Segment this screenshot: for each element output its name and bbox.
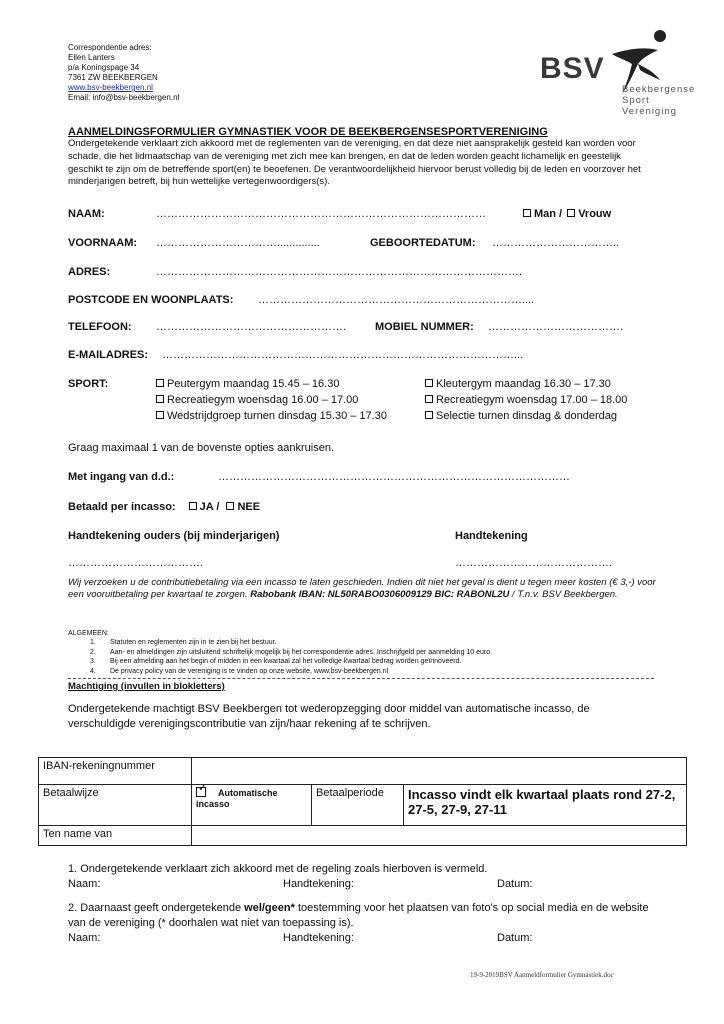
own-signature-field[interactable]: ……………………………………. <box>455 557 613 569</box>
vrouw-checkbox[interactable] <box>567 209 575 217</box>
voornaam-field[interactable]: …………………………….............. <box>156 237 320 249</box>
own-signature-label: Handtekening <box>455 530 528 542</box>
bank-details-table <box>38 757 687 846</box>
nee-label: NEE <box>237 501 261 513</box>
parents-signature-label: Handtekening ouders (bij minderjarigen) <box>68 530 280 542</box>
ingang-field[interactable]: …………………………………………………………………………………… <box>218 471 570 483</box>
checkbox-icon[interactable] <box>156 411 164 419</box>
betaalperiode-value: Incasso vindt elk kwartaal plaats rond 27-2, 27-5, 27-9, 27-11 <box>404 785 687 826</box>
sport-option-5[interactable]: Wedstrijdgroep turnen dinsdag 15.30 – 17.30 <box>156 409 387 423</box>
incasso-row <box>68 500 260 514</box>
algemeen-item: 4. De privacy policy van de vereniging is te vinden op onze website, www.bsv-beekbergen.nl <box>90 667 389 675</box>
document-footer: 19-9-2019BSV Aanmeldformulier Gymnastiek.doc <box>470 971 614 979</box>
email-address[interactable]: Email: info@bsv-beekbergen.nl <box>68 93 180 102</box>
checkbox-icon[interactable] <box>156 379 164 387</box>
statement-one: 1. Ondergetekende verklaart zich akkoord met de regeling zoals hierboven is vermeld. <box>68 863 488 875</box>
betaalperiode-label: Betaalperiode <box>312 785 404 826</box>
mobiel-field[interactable]: ………………………………. <box>488 321 624 333</box>
iban-label: IBAN-rekeningnummer <box>39 758 192 785</box>
checked-checkbox-icon[interactable]: ✓ <box>196 787 206 797</box>
nee-checkbox[interactable] <box>226 502 234 510</box>
machtiging-text: Ondergetekende machtigt BSV Beekbergen tot wederopzegging door middel van automatische incasso, de verschuldigde verenigingscontributie van zijn/haar rekening af te schrijven. <box>68 703 590 730</box>
man-checkbox[interactable] <box>523 209 531 217</box>
form-title: AANMELDINGSFORMULIER GYMNASTIEK VOOR DE BEEKBERGENSESPORTVERENIGING <box>68 126 548 138</box>
parents-signature-field[interactable]: ………………………………. <box>68 557 204 569</box>
sport-label: SPORT: <box>68 378 109 390</box>
algemeen-label: ALGEMEEN: <box>68 630 109 637</box>
ja-checkbox[interactable] <box>189 502 197 510</box>
address-street: p/a Koningspage 34 <box>68 63 140 72</box>
postcode-field[interactable]: ……………………………………………………………….... <box>258 294 535 306</box>
algemeen-item: 2. Aan- en afmeldingen zijn uitsluitend schriftelijk mogelijk bij het correspondentie adres. Inschrijfgeld per aanmelding 10 euro. <box>90 648 493 656</box>
sport-note: Graag maximaal 1 van de bovenste opties aankruisen. <box>68 442 334 454</box>
payment-note: Wij verzoeken u de contributiebetaling via een incasso te laten geschieden. Indien dit niet het geval is dient u tegen meer kosten (€ 3,-) voor een vooruitbetaling per kwartaal te zorgen. Rabobank IBAN: NL50RABO0306009129 BIC: RABONL2U / T.n.v. BSV Beekbergen. <box>68 577 656 600</box>
logo-abbreviation: BSV <box>540 52 605 85</box>
checkbox-icon[interactable] <box>425 379 433 387</box>
form-intro: Ondergetekende verklaart zich akkoord met de reglementen van de vereniging, en dat deze niet aansprakelijk gesteld kan worden voor schade, die het lidmaatschap van de vereniging met zich mee kan brengen, en dat de leden worden geacht lichamelijk en geestelijk geschikt te zijn om de betreffende sport(en) te beoefenen. De verantwoordelijkheid hiervoor berust volledig bij de leden en voorzover het minderjarigen betreft, bij hun wettelijke vertegenwoordigers(s). <box>68 138 641 188</box>
adres-label: ADRES: <box>68 266 111 278</box>
datum-label-2: Datum: <box>497 932 533 944</box>
correspondence-address <box>68 43 179 103</box>
sport-option-1[interactable]: Peutergym maandag 15.45 – 16.30 <box>156 377 339 391</box>
algemeen-item: 3. Bij een afmelding aan het begin of midden in een kwartaal zal het volledige kwartaal bedrag worden geïnnoveerd. <box>90 658 462 665</box>
address-label: Correspondentie adres: <box>68 43 152 52</box>
machtiging-title: Machtiging (invullen in blokletters) <box>68 681 225 692</box>
algemeen-list <box>90 638 660 676</box>
vrouw-label: Vrouw <box>578 208 612 220</box>
betaalwijze-label: Betaalwijze <box>39 785 192 826</box>
checkbox-icon[interactable] <box>425 395 433 403</box>
sport-option-6[interactable]: Selectie turnen dinsdag & donderdag <box>425 409 617 423</box>
statement-two: 2. Daarnaast geeft ondergetekende wel/geen* toestemming voor het plaatsen van foto's op social media en de website van de vereniging (* doorhalen wat niet van toepassing is). <box>68 902 649 929</box>
incasso-label: Betaald per incasso: <box>68 501 176 513</box>
wel-geen-option[interactable]: wel/geen* <box>244 902 295 914</box>
geboortedatum-label: GEBOORTEDATUM: <box>370 237 476 249</box>
telefoon-field[interactable]: ……………………………………………. <box>156 321 347 333</box>
algemeen-item: 1. Statuten en reglementen zijn in te zien bij het bestuur. <box>90 639 277 646</box>
sport-option-4[interactable]: Recreatiegym woensdag 17.00 – 18.00 <box>425 393 627 407</box>
handtekening-label-2: Handtekening: <box>283 932 354 944</box>
postcode-label: POSTCODE EN WOONPLAATS: <box>68 294 234 306</box>
logo-line-1: Beekbergense <box>622 84 696 95</box>
ja-label: JA / <box>199 501 220 513</box>
gender-options <box>523 207 611 221</box>
section-divider <box>68 678 654 679</box>
website-link[interactable]: www.bsv-beekbergen.nl <box>68 83 153 92</box>
telefoon-label: TELEFOON: <box>68 321 132 333</box>
checkbox-icon[interactable] <box>425 411 433 419</box>
adres-field[interactable]: ………………………………………………………………………………………. <box>156 266 523 278</box>
voornaam-label: VOORNAAM: <box>68 237 138 249</box>
automatische-incasso-option[interactable]: ✓ Automatische incasso <box>192 785 312 826</box>
checkbox-icon[interactable] <box>156 395 164 403</box>
ingang-label: Met ingang van d.d.: <box>68 471 175 483</box>
iban-input[interactable] <box>192 758 687 785</box>
sport-option-2[interactable]: Kleutergym maandag 16.30 – 17.30 <box>425 377 611 391</box>
geboortedatum-field[interactable]: …………………………….. <box>492 237 620 249</box>
naam-field[interactable]: ……………………………………………………………………………… <box>156 208 486 220</box>
bsv-logo <box>540 28 696 117</box>
handtekening-label-1: Handtekening: <box>283 878 354 890</box>
naam-label: NAAM: <box>68 208 105 220</box>
man-label: Man / <box>534 208 563 220</box>
naam-label-1: Naam: <box>68 878 101 890</box>
email-label: E-MAILADRES: <box>68 349 149 361</box>
naam-label-2: Naam: <box>68 932 101 944</box>
bank-details: Rabobank IBAN: NL50RABO0306009129 BIC: RABONL2U <box>250 588 510 600</box>
email-field[interactable]: ……………………………………………………………………………………... <box>162 349 524 361</box>
ten-name-van-label: Ten name van <box>39 826 192 846</box>
address-name: Ellen Lanters <box>68 53 115 62</box>
mobiel-label: MOBIEL NUMMER: <box>375 321 474 333</box>
logo-line-2: Sport Vereniging <box>622 95 677 117</box>
address-city: 7361 ZW BEEKBERGEN <box>68 73 158 82</box>
ten-name-van-input[interactable] <box>192 826 687 846</box>
sport-option-3[interactable]: Recreatiegym woensdag 16.00 – 17.00 <box>156 393 358 407</box>
datum-label-1: Datum: <box>497 878 533 890</box>
